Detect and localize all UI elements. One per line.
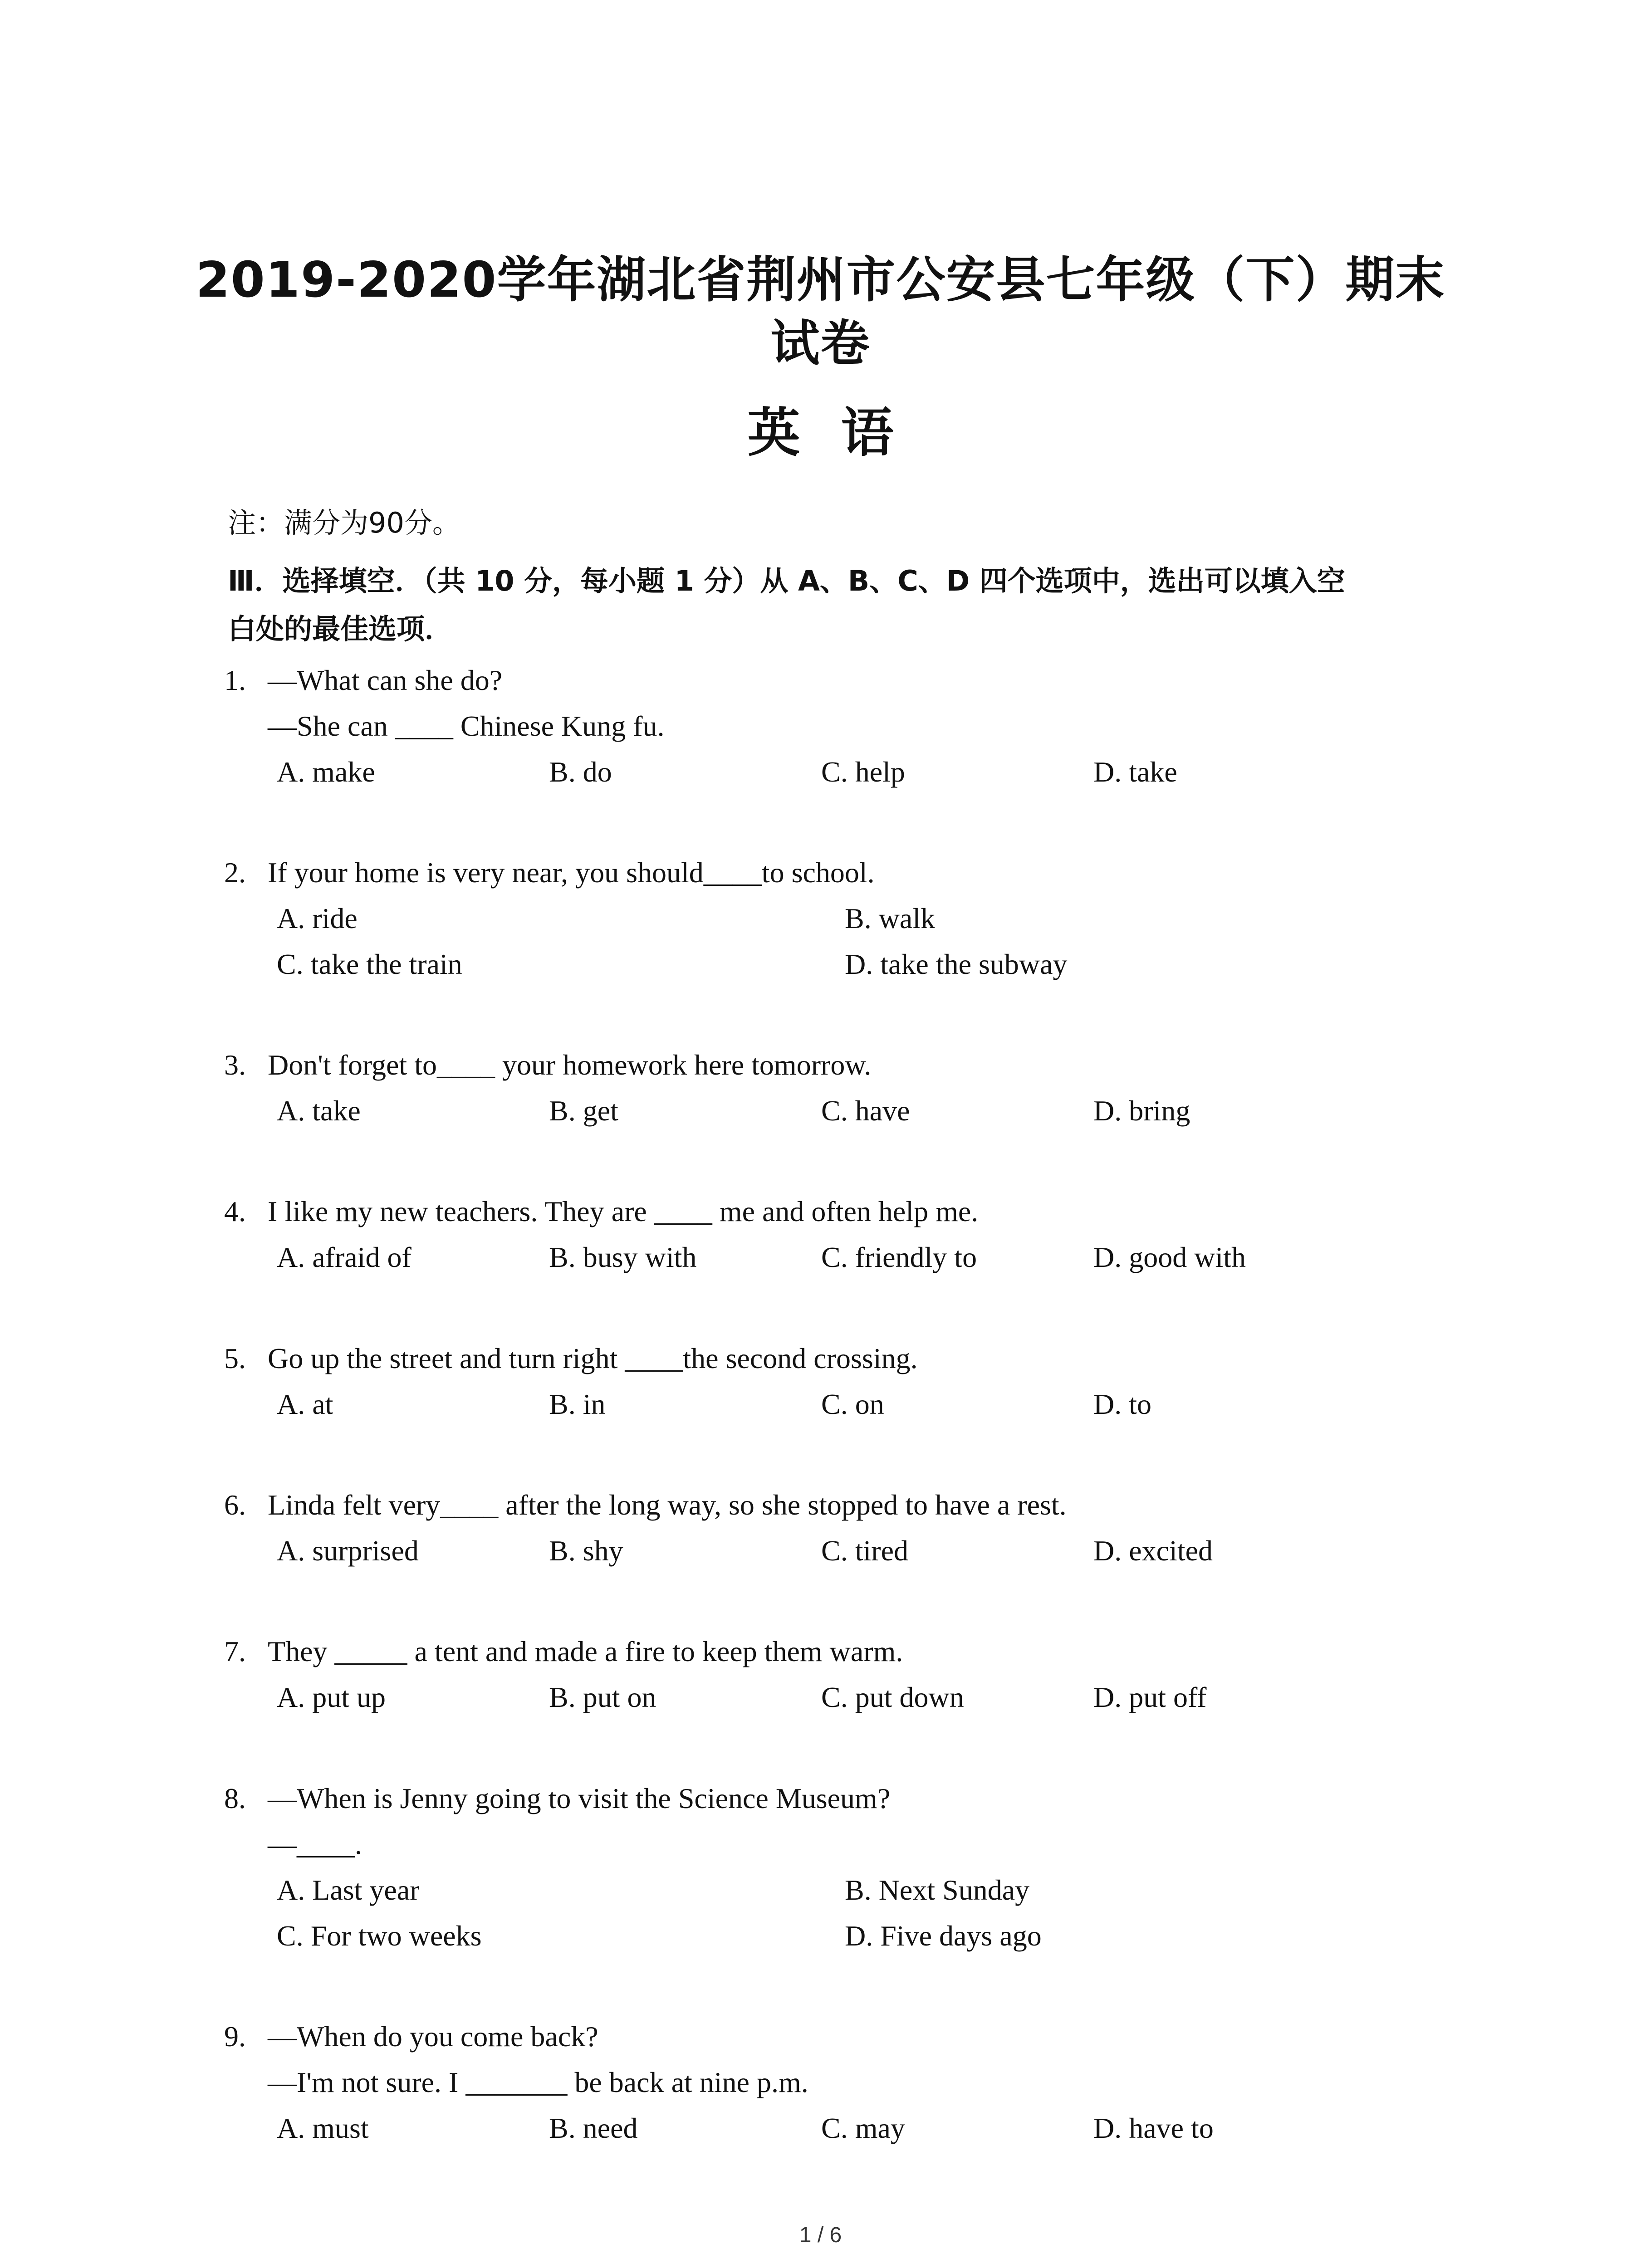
question-stem-line: Don't forget to____ your homework here tomorrow.: [268, 1049, 872, 1081]
option-a: A. put up: [277, 1681, 386, 1713]
question-6: [224, 1482, 1449, 1574]
option-row: [277, 895, 1449, 941]
question-1: [224, 657, 1449, 795]
option-b: B. walk: [845, 902, 936, 934]
option-row: [277, 1234, 1449, 1280]
option-d: D. bring: [1093, 1095, 1190, 1127]
question-9: [224, 2014, 1449, 2151]
option-b: B. put on: [549, 1681, 656, 1713]
exam-title-line-1: 2019-2020学年湖北省荆州市公安县七年级（下）期末: [196, 252, 1445, 308]
exam-title: [0, 249, 1641, 376]
option-d: D. excited: [1093, 1535, 1213, 1567]
option-c: C. on: [821, 1388, 884, 1420]
question-stem-line: If your home is very near, you should____to school.: [268, 856, 875, 889]
option-row: [277, 1913, 1449, 1959]
option-c: C. take the train: [277, 948, 462, 980]
question-7: [224, 1628, 1449, 1720]
option-b: B. busy with: [549, 1241, 697, 1273]
option-d: D. to: [1093, 1388, 1151, 1420]
option-c: C. may: [821, 2112, 905, 2144]
subject-heading: 英语: [747, 402, 935, 464]
option-a: A. Last year: [277, 1874, 420, 1906]
question-stem-line: Linda felt very____ after the long way, so she stopped to have a rest.: [268, 1489, 1067, 1521]
question-stem-line: —____.: [268, 1828, 362, 1860]
score-note: 注：满分为90分。: [228, 506, 460, 539]
exam-title-line-2: 试卷: [770, 315, 871, 372]
question-number: 8.: [224, 1782, 246, 1814]
question-4: [224, 1188, 1449, 1280]
option-a: A. ride: [277, 902, 358, 934]
option-row: [277, 1528, 1449, 1574]
question-number: 2.: [224, 856, 246, 889]
section-heading-line-1: Ⅲ．选择填空．（共 10 分，每小题 1 分）从 A、B、C、D 四个选项中，选出可以填入空: [228, 564, 1345, 597]
question-number: 6.: [224, 1489, 246, 1521]
question-number: 3.: [224, 1049, 246, 1081]
option-a: A. make: [277, 756, 375, 788]
option-c: C. put down: [821, 1681, 964, 1713]
section-heading-line-2: 白处的最佳选项．: [228, 612, 453, 645]
option-b: B. get: [549, 1095, 618, 1127]
question-5: [224, 1335, 1449, 1427]
option-row: [277, 2105, 1449, 2151]
option-row: [277, 749, 1449, 795]
question-stem-line: —I'm not sure. I _______ be back at nine p.m.: [268, 2066, 808, 2098]
question-number: 5.: [224, 1342, 246, 1374]
option-b: B. shy: [549, 1535, 623, 1567]
question-stem-line: Go up the street and turn right ____the second crossing.: [268, 1342, 918, 1374]
option-c: C. have: [821, 1095, 910, 1127]
option-c: C. tired: [821, 1535, 908, 1567]
option-a: A. afraid of: [277, 1241, 411, 1273]
option-b: B. Next Sunday: [845, 1874, 1030, 1906]
question-number: 4.: [224, 1195, 246, 1227]
question-stem-line: —When is Jenny going to visit the Science Museum?: [268, 1782, 891, 1814]
option-row: [277, 1674, 1449, 1720]
question-stem-line: They _____ a tent and made a fire to keep them warm.: [268, 1635, 903, 1667]
option-row: [277, 1867, 1449, 1913]
option-row: [277, 1088, 1449, 1134]
option-b: B. do: [549, 756, 612, 788]
option-d: D. put off: [1093, 1681, 1207, 1713]
question-number: 1.: [224, 664, 246, 696]
option-a: A. surprised: [277, 1535, 419, 1567]
option-row: [277, 941, 1449, 987]
question-stem-line: —What can she do?: [268, 664, 503, 696]
question-number: 7.: [224, 1635, 246, 1667]
section-heading: [228, 557, 1453, 653]
option-d: D. good with: [1093, 1241, 1246, 1273]
question-stem-line: —When do you come back?: [268, 2020, 598, 2053]
option-d: D. Five days ago: [845, 1920, 1042, 1952]
question-stem-line: —She can ____ Chinese Kung fu.: [268, 710, 665, 742]
option-d: D. take the subway: [845, 948, 1068, 980]
option-row: [277, 1381, 1449, 1427]
option-c: C. friendly to: [821, 1241, 977, 1273]
question-3: [224, 1042, 1449, 1134]
option-b: B. need: [549, 2112, 638, 2144]
question-8: [224, 1775, 1449, 1959]
page-number: 1 / 6: [799, 2223, 842, 2247]
option-a: A. must: [277, 2112, 369, 2144]
question-number: 9.: [224, 2020, 246, 2053]
question-stem-line: I like my new teachers. They are ____ me and often help me.: [268, 1195, 979, 1227]
question-2: [224, 850, 1449, 987]
option-d: D. have to: [1093, 2112, 1214, 2144]
option-a: A. at: [277, 1388, 333, 1420]
option-b: B. in: [549, 1388, 606, 1420]
option-c: C. help: [821, 756, 905, 788]
option-d: D. take: [1093, 756, 1177, 788]
option-a: A. take: [277, 1095, 361, 1127]
option-c: C. For two weeks: [277, 1920, 482, 1952]
